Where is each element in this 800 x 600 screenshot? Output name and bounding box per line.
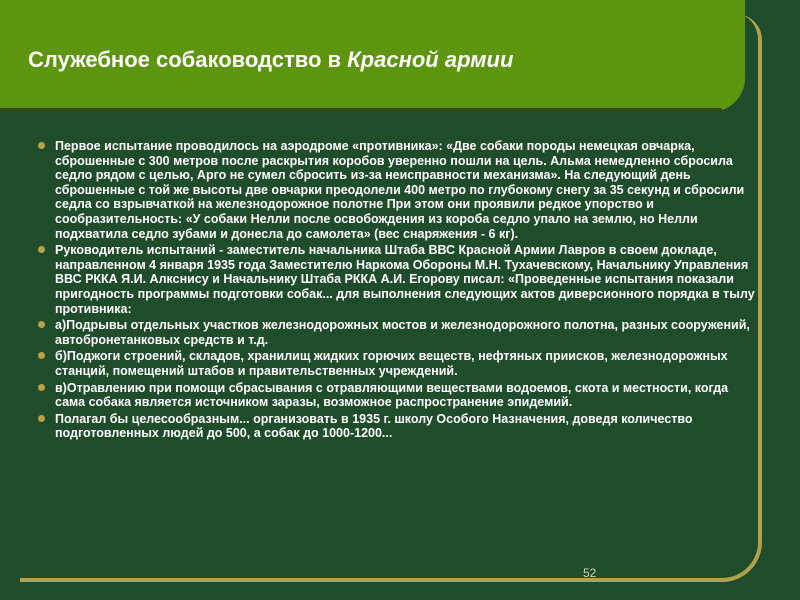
page-number: 52 [583, 566, 597, 580]
paragraph-text: а)Подрывы отдельных участков железнодорожных мостов и железнодорожного полотна, разных сооружений, автобронетанковых средств и т.д. [55, 318, 750, 347]
bullet-icon [38, 415, 45, 422]
slide-title-italic: Красной армии [347, 47, 514, 72]
paragraph-5 [38, 381, 756, 410]
paragraph-2 [38, 243, 756, 316]
slide-title [28, 47, 513, 73]
paragraph-6 [38, 412, 756, 441]
paragraph-text: в)Отравлению при помощи сбрасывания с отравляющими веществами водоемов, скота и местности, когда сама собака является источником заразы, возможное распространение эпидемий. [55, 380, 729, 410]
paragraph-3 [38, 318, 756, 347]
paragraph-text: б)Поджоги строений, складов, хранилищ жидких горючих веществ, нефтяных приисков, железнодорожных станций, помещений штабов и правительственных учреждений. [55, 349, 728, 378]
paragraph-1 [38, 139, 756, 241]
bullet-icon [38, 142, 45, 149]
bullet-icon [38, 246, 45, 253]
slide-content [38, 139, 756, 441]
bullet-icon [38, 384, 45, 391]
slide-title-regular: Служебное собаководство в [28, 47, 348, 72]
bullet-icon [38, 352, 45, 359]
paragraph-4 [38, 349, 756, 378]
title-bar-shadow [0, 108, 722, 112]
paragraph-text: Полагал бы целесообразным... организовать в 1935 г. школу Особого Назначения, доведя количество подготовленных людей до 500, а собак до 1000-1200... [55, 411, 693, 441]
paragraph-text: Руководитель испытаний - заместитель начальника Штаба ВВС Красной Армии Лавров в своем докладе, направленном 4 января 1935 года Заместителю Наркома Обороны М.Н. Тухачевскому, Начальнику Управления ВВС РККА Я.И. Алкснису и Начальнику Штаба РККА А.И. Егорову писал: «Проведенные испытания показали пригодность программы подготовки собак... для выполнения следующих актов диверсионного порядка в тылу противника: [55, 243, 755, 316]
bullet-icon [38, 321, 45, 328]
paragraph-text: Первое испытание проводилось на аэродроме «противника»: «Две собаки породы немецкая овчарка, сброшенные с 300 метров после раскрытия коробов уверенно пошли на цель. Альма немедленно сбросила седло рядом с целью, Арго не сумел сбросить из-за неисправности механизма». На следующий день сброшенные с той же высоты две овчарки преодолели 400 метро по глубокому снегу за 35 секунд и сбросили седла со взрывчаткой на железнодорожное полотне При этом они проявили редкое упорство и сообразительность: «У собаки Нелли после освобождения из короба седло упало на землю, но Нелли подхватила седло зубами и донесла до самолета» (вес снаряжения - 6 кг). [55, 139, 745, 241]
